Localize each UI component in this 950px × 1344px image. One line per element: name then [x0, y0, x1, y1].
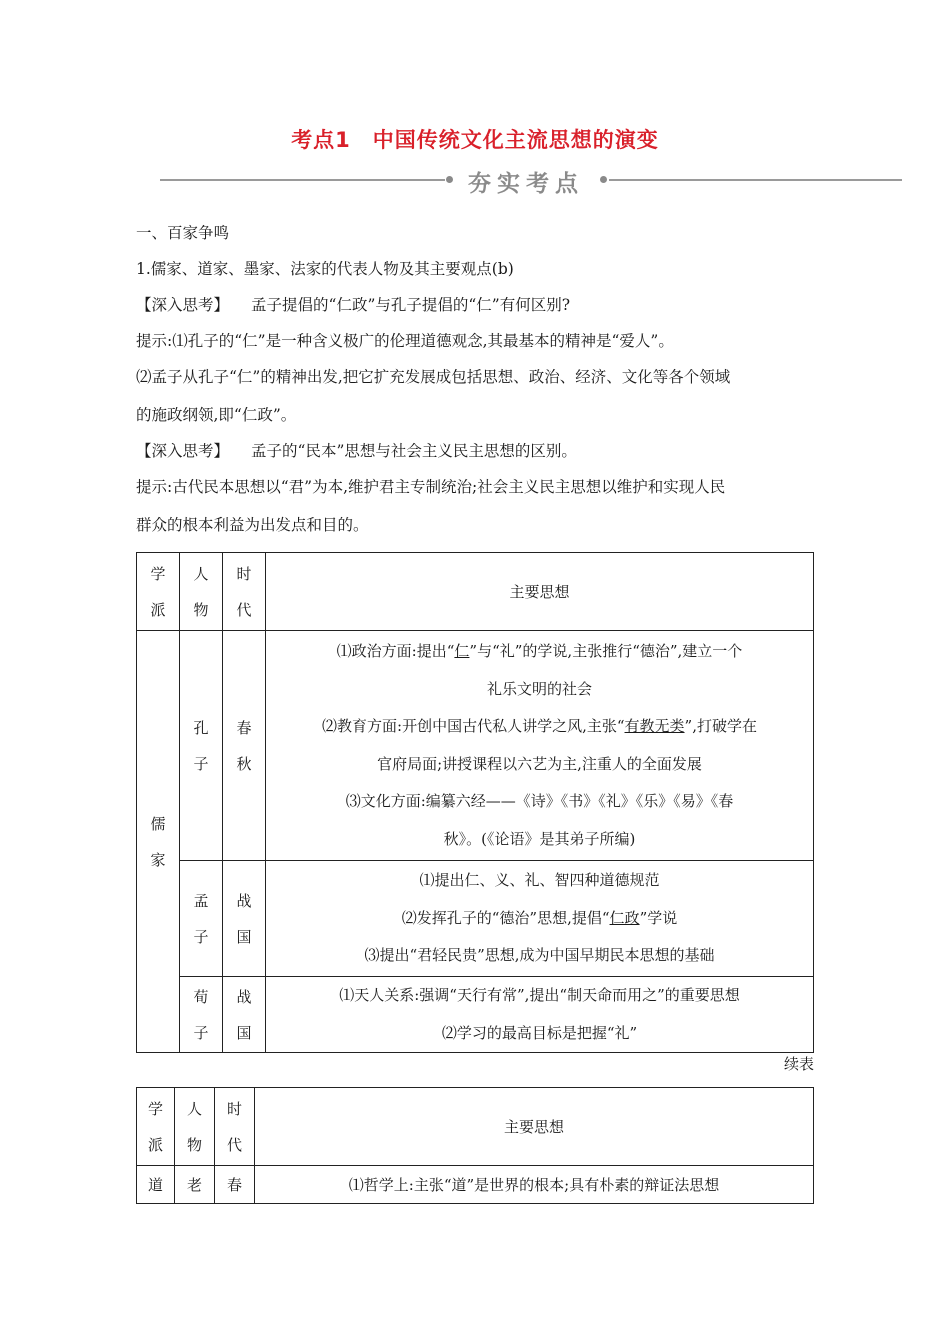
school-confucian: 儒 家 [137, 631, 180, 1053]
page-title: 考点1 中国传统文化主流思想的演变 [291, 128, 659, 152]
header-school: 学 派 [137, 1088, 175, 1166]
era-laozi: 春 [215, 1166, 255, 1204]
think-tag: 【深入思考】 [136, 442, 230, 460]
school-daoist: 道 [137, 1166, 175, 1204]
section-banner: 夯实考点 [468, 171, 584, 197]
header-era: 时 代 [215, 1088, 255, 1166]
table-header-row [137, 553, 814, 631]
hint-1-line-2: ⑵孟子从孔子“仁”的精神出发,把它扩充发展成包括思想、政治、经济、文化等各个领域 [136, 368, 731, 386]
person-laozi: 老 [175, 1166, 215, 1204]
table-row [137, 977, 814, 1053]
table-row [137, 631, 814, 861]
think-question-1 [136, 294, 570, 316]
person-xunzi: 荀 子 [180, 977, 223, 1053]
thought-table-2 [136, 1087, 814, 1204]
era-mengzi: 战 国 [223, 861, 266, 977]
thought-mengzi: ⑴提出仁、义、礼、智四种道德规范 ⑵发挥孔子的“德治”思想,提倡“仁政”学说 ⑶提出“君轻民贵”思想,成为中国早期民本思想的基础 [266, 861, 814, 977]
thought-kongzi: ⑴政治方面:提出“仁”与“礼”的学说,主张推行“德治”,建立一个 礼乐文明的社会 ⑵教育方面:开创中国古代私人讲学之风,主张“有教无类”,打破学在 官府局面;讲授课程以六艺为主,注重人的全面发展 ⑶文化方面:编纂六经——《诗》《书》《礼》《乐》《易》《春 秋》。(《论语》是其弟子所编) [266, 631, 814, 861]
think-question-2 [136, 440, 577, 462]
hint-1-line-3: 的施政纲领,即“仁政”。 [136, 406, 297, 424]
hint-2-line-2: 群众的根本利益为出发点和目的。 [136, 516, 369, 534]
think-tag: 【深入思考】 [136, 296, 230, 314]
person-kongzi: 孔 子 [180, 631, 223, 861]
header-thought: 主要思想 [266, 553, 814, 631]
hint-1-line-1: 提示:⑴孔子的“仁”是一种含义极广的伦理道德观念,其最基本的精神是“爱人”。 [136, 332, 674, 350]
thought-laozi: ⑴哲学上:主张“道”是世界的根本;具有朴素的辩证法思想 [255, 1166, 814, 1204]
table-row [137, 1166, 814, 1204]
divider-line-left [160, 179, 445, 181]
heading-hundred-schools: 一、百家争鸣 [136, 224, 230, 242]
thought-table-1 [136, 552, 814, 1053]
continued-label: 续表 [783, 1055, 814, 1073]
person-mengzi: 孟 子 [180, 861, 223, 977]
section-divider [160, 168, 902, 197]
think-question-text: 孟子的“民本”思想与社会主义民主思想的区别。 [251, 442, 577, 460]
divider-dot-right [600, 176, 607, 183]
divider-dot-left [446, 176, 453, 183]
header-person: 人 物 [175, 1088, 215, 1166]
header-person: 人 物 [180, 553, 223, 631]
divider-line-right [609, 179, 902, 181]
header-school: 学 派 [137, 553, 180, 631]
think-question-text: 孟子提倡的“仁政”与孔子提倡的“仁”有何区别? [251, 296, 571, 314]
header-era: 时 代 [223, 553, 266, 631]
table-row [137, 861, 814, 977]
heading-schools-topic: 1.儒家、道家、墨家、法家的代表人物及其主要观点(b) [136, 260, 514, 278]
table-header-row [137, 1088, 814, 1166]
thought-xunzi: ⑴天人关系:强调“天行有常”,提出“制天命而用之”的重要思想 ⑵学习的最高目标是把握“礼” [266, 977, 814, 1053]
era-xunzi: 战 国 [223, 977, 266, 1053]
header-thought: 主要思想 [255, 1088, 814, 1166]
hint-2-line-1: 提示:古代民本思想以“君”为本,维护君主专制统治;社会主义民主思想以维护和实现人民 [136, 478, 726, 496]
era-kongzi: 春 秋 [223, 631, 266, 861]
